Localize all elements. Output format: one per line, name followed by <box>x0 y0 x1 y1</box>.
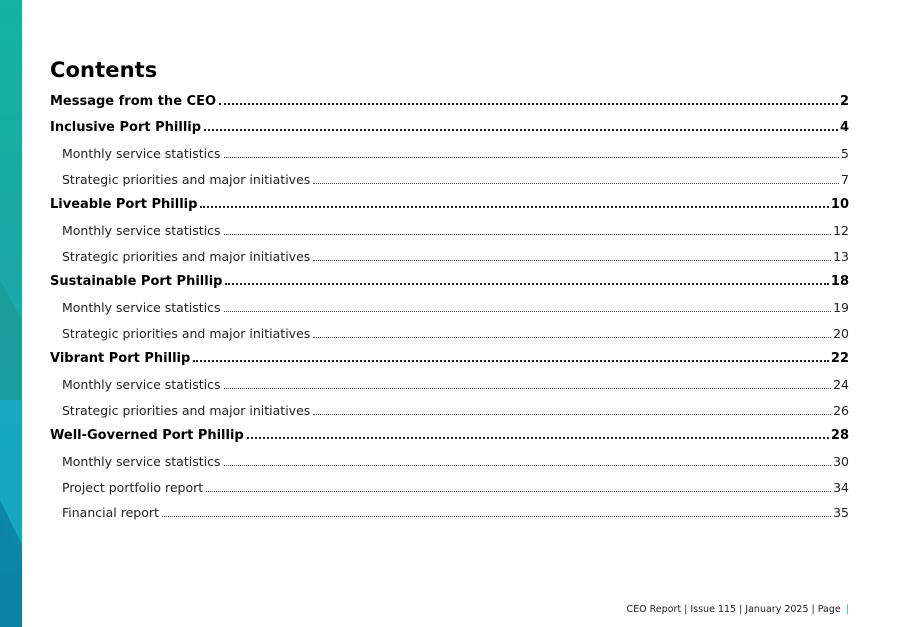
toc-dot-leader <box>224 388 832 389</box>
toc-subsection-entry[interactable] <box>50 220 849 246</box>
toc-entry-page-number: 12 <box>833 223 849 238</box>
page-title: Contents <box>50 58 158 82</box>
toc-dot-leader <box>247 437 829 439</box>
toc-entry-page-number: 18 <box>830 274 849 289</box>
toc-section-entry[interactable] <box>50 348 849 374</box>
toc-dot-leader <box>313 337 831 338</box>
table-of-contents <box>50 91 849 528</box>
toc-entry-page-number: 28 <box>830 428 849 443</box>
toc-section-entry[interactable] <box>50 271 849 297</box>
toc-entry-page-number: 35 <box>833 505 849 520</box>
page-footer <box>626 604 849 615</box>
toc-entry-label: Monthly service statistics <box>62 146 221 161</box>
toc-entry-label: Strategic priorities and major initiatives <box>62 171 311 187</box>
toc-subsection-entry[interactable] <box>50 297 849 323</box>
toc-section-entry[interactable] <box>50 91 849 117</box>
toc-subsection-entry[interactable] <box>50 451 849 477</box>
toc-entry-page-number: 10 <box>830 197 849 212</box>
toc-dot-leader <box>204 129 838 131</box>
toc-entry-label: Well-Governed Port Phillip <box>50 428 244 443</box>
toc-entry-page-number: 4 <box>839 120 849 135</box>
toc-dot-leader <box>224 157 840 158</box>
toc-dot-leader <box>313 183 839 184</box>
toc-dot-leader <box>224 234 832 235</box>
toc-entry-label: Monthly service statistics <box>62 300 221 315</box>
toc-entry-page-number: 5 <box>841 146 849 161</box>
toc-entry-label: Strategic priorities and major initiatives <box>62 402 311 418</box>
decorative-side-band <box>0 0 22 627</box>
toc-entry-page-number: 30 <box>833 454 849 469</box>
toc-entry-label: Vibrant Port Phillip <box>50 351 191 366</box>
toc-dot-leader <box>313 260 831 261</box>
toc-entry-page-number: 24 <box>833 377 849 392</box>
footer-page-marker: | <box>845 604 849 615</box>
toc-entry-label: Monthly service statistics <box>62 223 221 238</box>
toc-section-entry[interactable] <box>50 194 849 220</box>
toc-subsection-entry[interactable] <box>50 502 849 528</box>
toc-entry-page-number: 13 <box>833 248 849 264</box>
toc-subsection-entry[interactable] <box>50 246 849 272</box>
toc-entry-label: Project portfolio report <box>62 479 204 495</box>
toc-dot-leader <box>313 414 831 415</box>
toc-subsection-entry[interactable] <box>50 169 849 195</box>
toc-dot-leader <box>200 206 828 208</box>
toc-entry-label: Strategic priorities and major initiatives <box>62 325 311 341</box>
toc-entry-label: Sustainable Port Phillip <box>50 274 223 289</box>
toc-entry-page-number: 20 <box>833 325 849 341</box>
toc-section-entry[interactable] <box>50 117 849 143</box>
toc-entry-label: Message from the CEO <box>50 94 217 109</box>
toc-dot-leader <box>219 103 838 105</box>
toc-subsection-entry[interactable] <box>50 323 849 349</box>
toc-entry-page-number: 2 <box>839 94 849 109</box>
toc-subsection-entry[interactable] <box>50 143 849 169</box>
toc-entry-page-number: 19 <box>833 300 849 315</box>
toc-entry-label: Strategic priorities and major initiatives <box>62 248 311 264</box>
toc-entry-page-number: 22 <box>830 351 849 366</box>
toc-subsection-entry[interactable] <box>50 400 849 426</box>
toc-entry-page-number: 7 <box>841 171 849 187</box>
toc-entry-page-number: 34 <box>833 479 849 495</box>
toc-entry-label: Financial report <box>62 505 159 520</box>
toc-dot-leader <box>193 360 829 362</box>
toc-dot-leader <box>206 491 831 492</box>
toc-entry-label: Monthly service statistics <box>62 377 221 392</box>
toc-entry-label: Liveable Port Phillip <box>50 197 198 212</box>
toc-section-entry[interactable] <box>50 425 849 451</box>
toc-dot-leader <box>224 311 832 312</box>
toc-entry-label: Monthly service statistics <box>62 454 221 469</box>
toc-subsection-entry[interactable] <box>50 477 849 503</box>
toc-dot-leader <box>224 465 832 466</box>
toc-entry-label: Inclusive Port Phillip <box>50 120 202 135</box>
toc-dot-leader <box>225 283 828 285</box>
toc-subsection-entry[interactable] <box>50 374 849 400</box>
footer-text: CEO Report | Issue 115 | January 2025 | Page <box>626 604 841 615</box>
toc-dot-leader <box>162 516 831 517</box>
side-band-graphic <box>0 0 22 627</box>
toc-entry-page-number: 26 <box>833 402 849 418</box>
